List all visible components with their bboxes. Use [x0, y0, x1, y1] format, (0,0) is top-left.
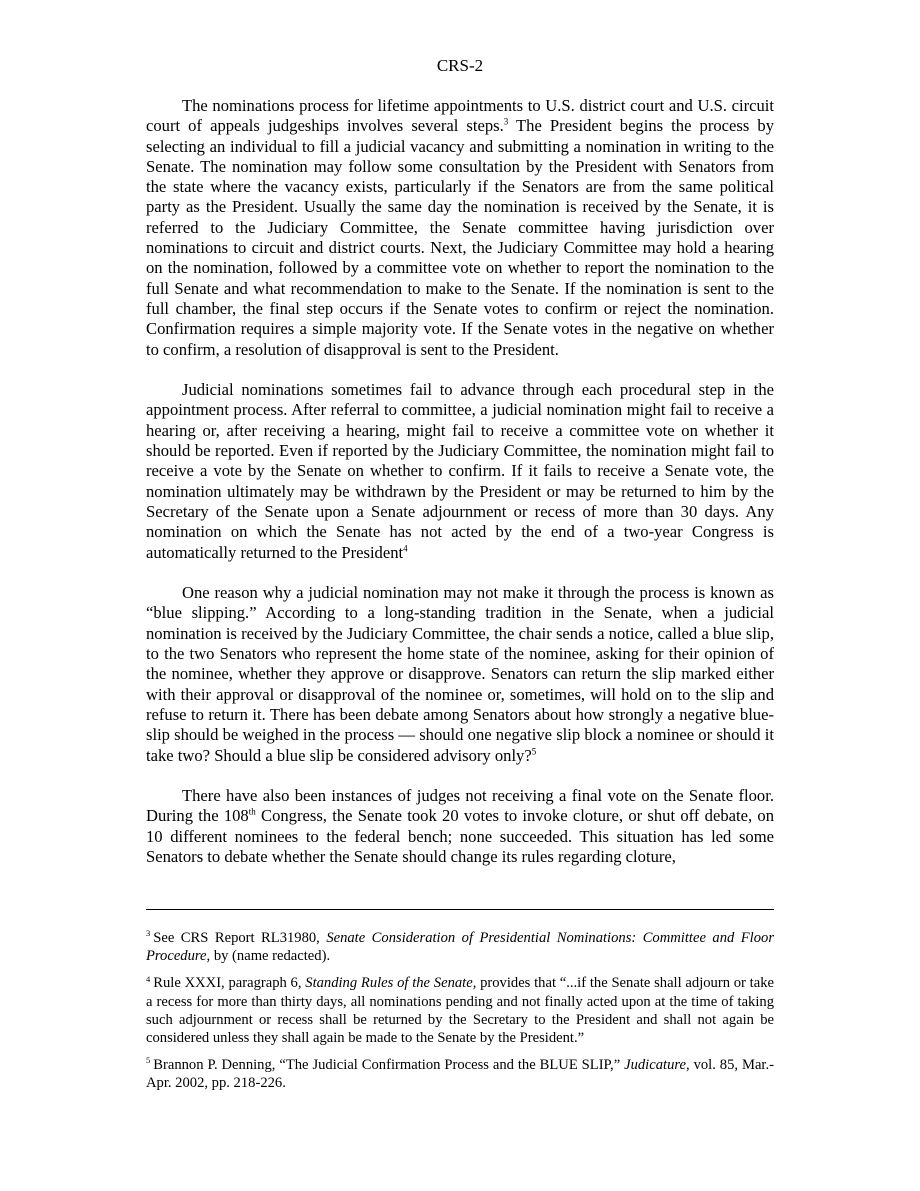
footnote-divider	[146, 909, 774, 910]
paragraph-text: Congress, the Senate took 20 votes to invoke cloture, or shut off debate, on 10 different nominees to the federal bench; none succeeded. This situation has led some Senators to debate whether the Senate should change its rules regarding cloture,	[146, 806, 774, 866]
footnotes	[146, 929, 774, 1102]
footnote-text: , vol. 85, Mar.-Apr. 2002, pp. 218-226.	[146, 1057, 774, 1092]
page-number-label: CRS-2	[436, 56, 484, 75]
paragraph-text: The nominations process for lifetime appointments to U.S. district court and U.S. circuit court of appeals judgeships involves several steps.	[146, 96, 774, 136]
paragraph-text: One reason why a judicial nomination may not make it through the process is known as “blue slipping.” According to a long-standing tradition in the Senate, when a judicial nomination is received by the Judiciary Committee, the chair sends a notice, called a blue slip, to the two Senators who represent the home state of the nominee, asking for their opinion of the nominee, whether they approve or disapprove. Senators can return the slip marked either with their approval or disapproval of the nominee or, sometimes, will hold on to the slip and refuse to return it. There has been debate among Senators about how strongly a negative blue-slip should be weighed in the process — should one negative slip block a nominee or should it take two? Should a blue slip be considered advisory only?	[146, 583, 774, 765]
footnote-title: Standing Rules of the Senate,	[305, 975, 477, 992]
paragraph-text: The President begins the process by selecting an individual to fill a judicial vacancy and submitting a nomination in writing to the Senate. The nomination may follow some consultation by the President with Senators from the state where the vacancy exists, particularly if the Senators are from the same political party as the President. Usually the same day the nomination is received by the Senate, it is referred to the Judiciary Committee, the Senate committee having jurisdiction over nominations to circuit and district courts. Next, the Judiciary Committee may hold a hearing on the nomination, followed by a committee vote on whether to report the nomination to the full Senate and what recommendation to make to the Senate. If the nomination is sent to the full chamber, the final step occurs if the Senate votes to confirm or reject the nomination. Confirmation requires a simple majority vote. If the Senate votes in the negative on whether to confirm, a resolution of disapproval is sent to the President.	[146, 116, 774, 359]
footnote-text: provides that “...if the Senate shall adjourn or take a recess for more than thirty days, all nominations pending and not finally acted upon at the time of taking such adjournment or recess shall be returned by the Secretary to the President and shall not again be considered unless they shall again be made to the Senate by the President.”	[146, 975, 774, 1047]
footnote-ref-4[interactable]: 4	[403, 543, 408, 553]
footnote-text: , by (name redacted).	[206, 948, 331, 965]
footnote-title: Senate Consideration of Presidential Nominations: Committee and Floor Procedure	[146, 930, 775, 965]
paragraph-text: There have also been instances of judges not receiving a final vote on the Senate floor. During the 108	[146, 786, 774, 826]
paragraph-cloture	[146, 786, 774, 867]
footnote-4	[146, 974, 774, 1047]
footnote-ref-5[interactable]: 5	[531, 745, 537, 756]
paragraph-text: Judicial nominations sometimes fail to advance through each procedural step in the appointment process. After referral to committee, a judicial nomination might fail to receive a hearing or, after receiving a hearing, might fail to receive a committee vote on whether it should be reported. Even if reported by the Judiciary Committee, the nomination might fail to receive a vote by the Senate on whether to confirm. If it fails to receive a Senate vote, the nomination ultimately may be withdrawn by the President or may be returned to him by the Secretary of the Senate upon a Senate adjournment or recess of more than 30 days. Any nomination on which the Senate has not acted by the end of a two-year Congress is automatically returned to the President	[146, 380, 774, 562]
footnote-text: Rule XXXI, paragraph 6,	[153, 975, 306, 992]
footnote-text: Brannon P. Denning, “The Judicial Confirmation Process and the BLUE SLIP,”	[153, 1057, 625, 1074]
footnote-text: See CRS Report RL31980,	[153, 930, 327, 946]
footnote-number: 5	[146, 1055, 151, 1066]
footnote-number: 3	[146, 928, 151, 939]
footnote-title: Judicature	[624, 1057, 686, 1074]
footnote-ref-3[interactable]: 3	[503, 116, 509, 127]
body-text	[146, 96, 774, 888]
page-header	[146, 56, 774, 76]
ordinal-suffix: th	[248, 806, 256, 817]
paragraph-failed-nominations	[146, 380, 774, 563]
footnote-number: 4	[146, 973, 151, 984]
paragraph-blue-slipping	[146, 583, 774, 766]
paragraph-nominations-process	[146, 96, 774, 360]
footnote-5	[146, 1056, 774, 1092]
footnote-3	[146, 929, 774, 965]
